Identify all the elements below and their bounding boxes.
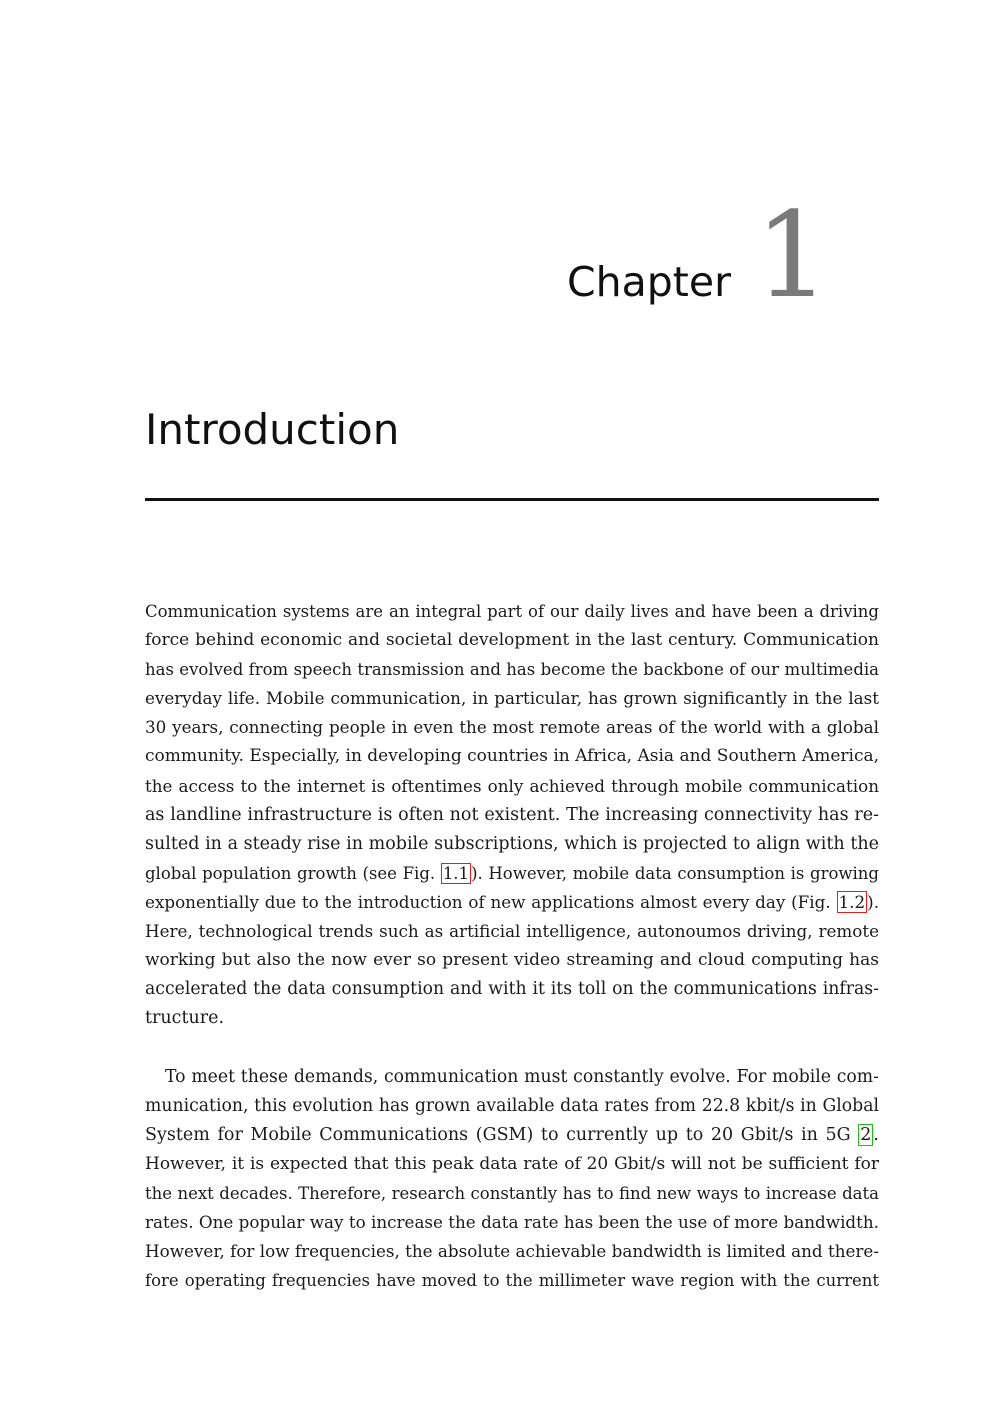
text-line: munication, this evolution has grown available data rates from 22.8 kbit/s in Global <box>145 1095 879 1116</box>
chapter-heading <box>567 186 830 324</box>
text-line: accelerated the data consumption and with it its toll on the communications infras- <box>145 979 879 1000</box>
text-line: as landline infrastructure is often not existent. The increasing connectivity has re- <box>145 804 879 825</box>
text-line: However, for low frequencies, the absolute achievable bandwidth is limited and there- <box>145 1241 879 1262</box>
paragraph-2 <box>145 1063 879 1296</box>
text-line: However, it is expected that this peak data rate of 20 Gbit/s will not be sufficient for <box>145 1153 879 1174</box>
text-line: the next decades. Therefore, research constantly has to find new ways to increase data <box>145 1183 879 1203</box>
chapter-title: Introduction <box>145 405 400 454</box>
text-line: community. Especially, in developing countries in Africa, Asia and Southern America, <box>145 746 880 767</box>
text-line: force behind economic and societal development in the last century. Communication <box>145 630 879 651</box>
text-line <box>145 888 879 917</box>
chapter-label: Chapter <box>567 258 731 306</box>
text-line: rates. One popular way to increase the data rate has been the use of more bandwidth. <box>145 1211 879 1232</box>
title-rule <box>145 498 879 501</box>
text-segment: exponentially due to the introduction of new applications almost every day (Fig. <box>145 891 831 912</box>
figure-1-1-link[interactable]: 1.1 <box>442 863 470 883</box>
text-line: To meet these demands, communication must constantly evolve. For mobile com- <box>165 1066 879 1087</box>
text-line: working but also the now ever so present video streaming and cloud computing has <box>145 950 879 971</box>
text-line: everyday life. Mobile communication, in particular, has grown significantly in the last <box>145 688 879 709</box>
body-text <box>145 597 879 1295</box>
paragraph-gap <box>145 1033 879 1062</box>
text-line: the access to the internet is oftentimes only achieved through mobile communication <box>145 775 879 796</box>
paragraph-1 <box>145 597 879 1033</box>
text-line: has evolved from speech transmission and has become the backbone of our multimedia <box>145 660 879 680</box>
text-line <box>145 1121 879 1150</box>
text-segment: global population growth (see Fig. <box>145 863 436 883</box>
text-line: fore operating frequencies have moved to the millimeter wave region with the current <box>145 1271 879 1291</box>
text-segment: System for Mobile Communications (GSM) to currently up to 20 Gbit/s in 5G <box>145 1124 851 1145</box>
citation-2-link[interactable]: 2 <box>860 1124 872 1145</box>
text-line: Communication systems are an integral part of our daily lives and have been a driving <box>145 602 879 621</box>
text-segment: . <box>873 1124 879 1145</box>
text-line: Here, technological trends such as artificial intelligence, autonoumos driving, remote <box>145 921 879 942</box>
text-segment: ). <box>867 891 880 912</box>
text-segment: ). However, mobile data consumption is growing <box>471 863 879 883</box>
text-line: sulted in a steady rise in mobile subscriptions, which is projected to align with the <box>145 833 879 854</box>
text-line <box>145 859 879 888</box>
text-line: 30 years, connecting people in even the most remote areas of the world with a global <box>145 717 879 738</box>
chapter-number: 1 <box>754 186 830 324</box>
figure-1-2-link[interactable]: 1.2 <box>838 891 866 912</box>
text-line: tructure. <box>145 1008 225 1029</box>
